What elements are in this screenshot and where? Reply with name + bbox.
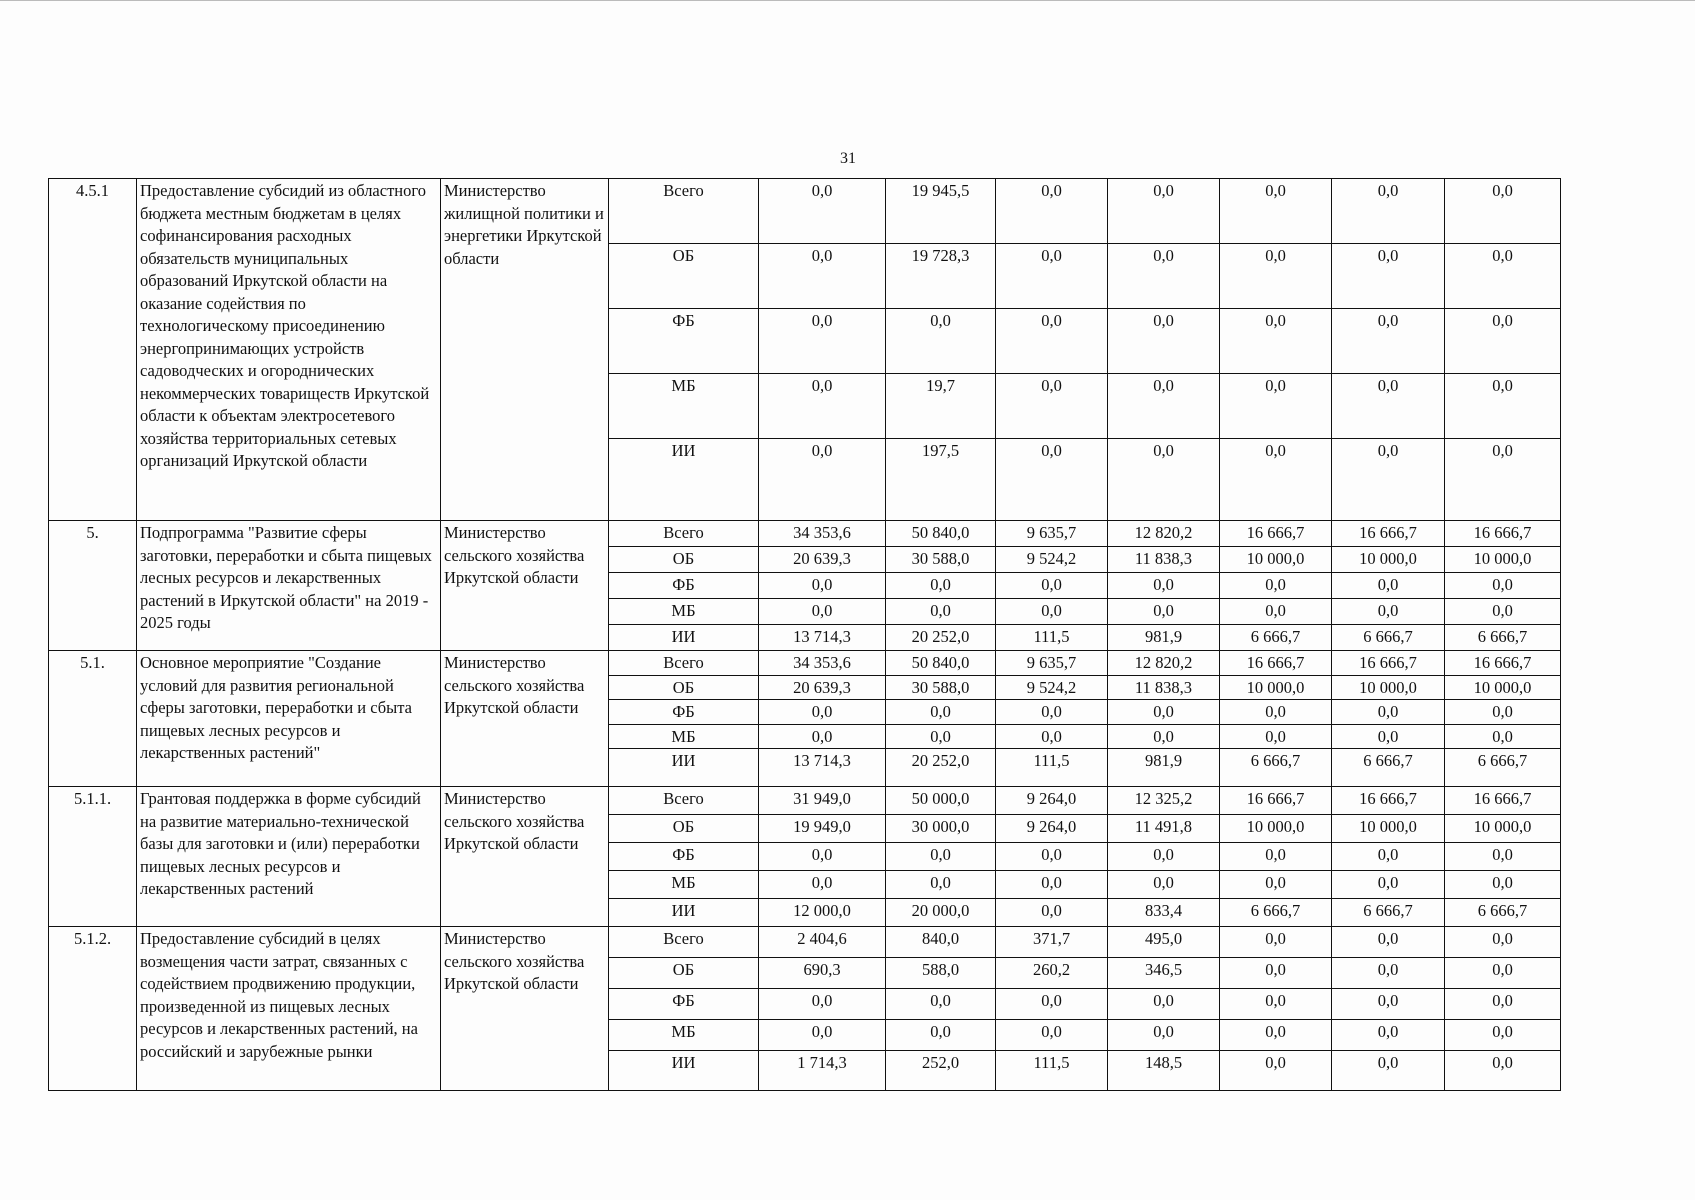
amount-cell: 0,0 xyxy=(1332,439,1445,521)
funding-source: ОБ xyxy=(609,958,759,989)
funding-source: ОБ xyxy=(609,244,759,309)
amount-cell: 19 945,5 xyxy=(886,179,996,244)
amount-cell: 0,0 xyxy=(1332,573,1445,599)
amount-cell: 0,0 xyxy=(1220,309,1332,374)
amount-cell: 0,0 xyxy=(1332,958,1445,989)
amount-cell: 6 666,7 xyxy=(1445,899,1561,927)
amount-cell: 9 264,0 xyxy=(996,815,1108,843)
amount-cell: 10 000,0 xyxy=(1220,547,1332,573)
amount-cell: 0,0 xyxy=(886,843,996,871)
amount-cell: 0,0 xyxy=(1108,871,1220,899)
funding-source: ИИ xyxy=(609,1051,759,1091)
amount-cell: 0,0 xyxy=(996,244,1108,309)
amount-cell: 0,0 xyxy=(996,871,1108,899)
amount-cell: 10 000,0 xyxy=(1220,675,1332,700)
amount-cell: 0,0 xyxy=(996,179,1108,244)
amount-cell: 197,5 xyxy=(886,439,996,521)
amount-cell: 16 666,7 xyxy=(1445,787,1561,815)
amount-cell: 30 588,0 xyxy=(886,547,996,573)
amount-cell: 0,0 xyxy=(1332,599,1445,625)
amount-cell: 0,0 xyxy=(1220,1051,1332,1091)
amount-cell: 0,0 xyxy=(1220,958,1332,989)
amount-cell: 10 000,0 xyxy=(1332,547,1445,573)
amount-cell: 6 666,7 xyxy=(1445,749,1561,787)
amount-cell: 0,0 xyxy=(1332,374,1445,439)
amount-cell: 0,0 xyxy=(1332,700,1445,725)
amount-cell: 10 000,0 xyxy=(1445,675,1561,700)
amount-cell: 0,0 xyxy=(1445,244,1561,309)
item-executor: Министерство сельского хозяйства Иркутской области xyxy=(441,521,609,651)
amount-cell: 260,2 xyxy=(996,958,1108,989)
amount-cell: 19,7 xyxy=(886,374,996,439)
amount-cell: 0,0 xyxy=(1108,573,1220,599)
amount-cell: 588,0 xyxy=(886,958,996,989)
budget-table xyxy=(48,178,1561,1091)
item-name: Основное мероприятие "Создание условий для развития региональной сферы заготовки, переработки и сбыта пищевых лесных ресурсов и лекарственных растений" xyxy=(137,651,441,787)
amount-cell: 6 666,7 xyxy=(1445,625,1561,651)
amount-cell: 148,5 xyxy=(1108,1051,1220,1091)
amount-cell: 0,0 xyxy=(886,724,996,749)
funding-source: ИИ xyxy=(609,625,759,651)
amount-cell: 20 252,0 xyxy=(886,625,996,651)
amount-cell: 0,0 xyxy=(1445,958,1561,989)
amount-cell: 20 252,0 xyxy=(886,749,996,787)
amount-cell: 0,0 xyxy=(1445,700,1561,725)
amount-cell: 0,0 xyxy=(759,573,886,599)
amount-cell: 111,5 xyxy=(996,1051,1108,1091)
amount-cell: 0,0 xyxy=(1445,179,1561,244)
amount-cell: 12 000,0 xyxy=(759,899,886,927)
amount-cell: 833,4 xyxy=(1108,899,1220,927)
amount-cell: 50 840,0 xyxy=(886,521,996,547)
amount-cell: 0,0 xyxy=(1220,573,1332,599)
funding-source: ФБ xyxy=(609,309,759,374)
budget-table-body xyxy=(49,179,1561,1091)
amount-cell: 0,0 xyxy=(996,700,1108,725)
funding-source: Всего xyxy=(609,521,759,547)
item-code: 5.1. xyxy=(49,651,137,787)
amount-cell: 0,0 xyxy=(1108,374,1220,439)
amount-cell: 0,0 xyxy=(1108,599,1220,625)
amount-cell: 0,0 xyxy=(1220,1020,1332,1051)
amount-cell: 16 666,7 xyxy=(1220,521,1332,547)
amount-cell: 0,0 xyxy=(1445,871,1561,899)
amount-cell: 2 404,6 xyxy=(759,927,886,958)
funding-source: Всего xyxy=(609,179,759,244)
amount-cell: 20 000,0 xyxy=(886,899,996,927)
amount-cell: 0,0 xyxy=(996,1020,1108,1051)
amount-cell: 0,0 xyxy=(886,573,996,599)
amount-cell: 0,0 xyxy=(1220,843,1332,871)
amount-cell: 0,0 xyxy=(1220,871,1332,899)
amount-cell: 20 639,3 xyxy=(759,547,886,573)
amount-cell: 16 666,7 xyxy=(1445,521,1561,547)
item-name: Предоставление субсидий в целях возмещения части затрат, связанных с содействием продвижению продукции, произведенной из пищевых лесных ресурсов и лекарственных растений, на российский и зарубежные рынки xyxy=(137,927,441,1091)
funding-source: МБ xyxy=(609,599,759,625)
amount-cell: 0,0 xyxy=(1108,1020,1220,1051)
amount-cell: 0,0 xyxy=(1220,989,1332,1020)
amount-cell: 252,0 xyxy=(886,1051,996,1091)
amount-cell: 0,0 xyxy=(1108,843,1220,871)
amount-cell: 0,0 xyxy=(996,599,1108,625)
amount-cell: 16 666,7 xyxy=(1220,787,1332,815)
amount-cell: 371,7 xyxy=(996,927,1108,958)
amount-cell: 0,0 xyxy=(996,724,1108,749)
amount-cell: 0,0 xyxy=(759,871,886,899)
funding-source: МБ xyxy=(609,724,759,749)
table-row xyxy=(49,179,1561,244)
scan-top-edge xyxy=(0,0,1695,1)
amount-cell: 0,0 xyxy=(1332,927,1445,958)
amount-cell: 50 840,0 xyxy=(886,651,996,676)
amount-cell: 0,0 xyxy=(1445,927,1561,958)
funding-source: Всего xyxy=(609,651,759,676)
item-code: 5.1.2. xyxy=(49,927,137,1091)
amount-cell: 0,0 xyxy=(1220,439,1332,521)
amount-cell: 31 949,0 xyxy=(759,787,886,815)
amount-cell: 11 491,8 xyxy=(1108,815,1220,843)
amount-cell: 0,0 xyxy=(759,599,886,625)
amount-cell: 0,0 xyxy=(759,989,886,1020)
amount-cell: 6 666,7 xyxy=(1332,749,1445,787)
item-name: Подпрограмма "Развитие сферы заготовки, переработки и сбыта пищевых лесных ресурсов и лекарственных растений в Иркутской области" на 2019 - 2025 годы xyxy=(137,521,441,651)
funding-source: ИИ xyxy=(609,899,759,927)
amount-cell: 0,0 xyxy=(1220,927,1332,958)
amount-cell: 0,0 xyxy=(886,1020,996,1051)
amount-cell: 0,0 xyxy=(996,899,1108,927)
amount-cell: 0,0 xyxy=(996,374,1108,439)
item-name: Предоставление субсидий из областного бюджета местным бюджетам в целях софинансирования расходных обязательств муниципальных образований Иркутской области на оказание содействия по технологическому присоединению энергопринимающих устройств садоводческих и огороднических некоммерческих товариществ Иркутской области к объектам электросетевого хозяйства территориальных сетевых организаций Иркутской области xyxy=(137,179,441,521)
funding-source: Всего xyxy=(609,927,759,958)
amount-cell: 6 666,7 xyxy=(1332,899,1445,927)
amount-cell: 0,0 xyxy=(1108,309,1220,374)
amount-cell: 495,0 xyxy=(1108,927,1220,958)
amount-cell: 50 000,0 xyxy=(886,787,996,815)
amount-cell: 10 000,0 xyxy=(1445,547,1561,573)
amount-cell: 981,9 xyxy=(1108,625,1220,651)
amount-cell: 6 666,7 xyxy=(1220,625,1332,651)
amount-cell: 0,0 xyxy=(1220,179,1332,244)
item-executor: Министерство сельского хозяйства Иркутской области xyxy=(441,927,609,1091)
amount-cell: 0,0 xyxy=(1332,724,1445,749)
amount-cell: 0,0 xyxy=(1445,439,1561,521)
page-number: 31 xyxy=(840,150,856,167)
amount-cell: 9 635,7 xyxy=(996,651,1108,676)
amount-cell: 0,0 xyxy=(1220,700,1332,725)
amount-cell: 16 666,7 xyxy=(1332,521,1445,547)
amount-cell: 6 666,7 xyxy=(1332,625,1445,651)
amount-cell: 9 635,7 xyxy=(996,521,1108,547)
amount-cell: 11 838,3 xyxy=(1108,547,1220,573)
amount-cell: 0,0 xyxy=(886,989,996,1020)
amount-cell: 0,0 xyxy=(1332,244,1445,309)
amount-cell: 0,0 xyxy=(1445,374,1561,439)
amount-cell: 0,0 xyxy=(1108,179,1220,244)
amount-cell: 0,0 xyxy=(1108,724,1220,749)
amount-cell: 6 666,7 xyxy=(1220,749,1332,787)
table-row xyxy=(49,651,1561,676)
amount-cell: 19 728,3 xyxy=(886,244,996,309)
amount-cell: 12 820,2 xyxy=(1108,651,1220,676)
amount-cell: 346,5 xyxy=(1108,958,1220,989)
amount-cell: 20 639,3 xyxy=(759,675,886,700)
amount-cell: 0,0 xyxy=(759,1020,886,1051)
amount-cell: 111,5 xyxy=(996,625,1108,651)
amount-cell: 16 666,7 xyxy=(1332,651,1445,676)
amount-cell: 0,0 xyxy=(1332,1051,1445,1091)
amount-cell: 0,0 xyxy=(1445,989,1561,1020)
amount-cell: 0,0 xyxy=(886,309,996,374)
amount-cell: 0,0 xyxy=(1220,374,1332,439)
amount-cell: 0,0 xyxy=(1445,1051,1561,1091)
funding-source: ФБ xyxy=(609,700,759,725)
amount-cell: 10 000,0 xyxy=(1332,675,1445,700)
item-code: 5.1.1. xyxy=(49,787,137,927)
table-row xyxy=(49,787,1561,815)
amount-cell: 0,0 xyxy=(1445,309,1561,374)
amount-cell: 10 000,0 xyxy=(1220,815,1332,843)
amount-cell: 16 666,7 xyxy=(1445,651,1561,676)
amount-cell: 13 714,3 xyxy=(759,749,886,787)
amount-cell: 0,0 xyxy=(996,843,1108,871)
amount-cell: 0,0 xyxy=(996,309,1108,374)
table-row xyxy=(49,521,1561,547)
funding-source: МБ xyxy=(609,871,759,899)
amount-cell: 0,0 xyxy=(996,989,1108,1020)
amount-cell: 12 325,2 xyxy=(1108,787,1220,815)
amount-cell: 10 000,0 xyxy=(1445,815,1561,843)
amount-cell: 111,5 xyxy=(996,749,1108,787)
amount-cell: 16 666,7 xyxy=(1332,787,1445,815)
amount-cell: 1 714,3 xyxy=(759,1051,886,1091)
amount-cell: 9 524,2 xyxy=(996,547,1108,573)
amount-cell: 9 524,2 xyxy=(996,675,1108,700)
amount-cell: 0,0 xyxy=(1220,724,1332,749)
amount-cell: 34 353,6 xyxy=(759,651,886,676)
funding-source: ОБ xyxy=(609,547,759,573)
funding-source: Всего xyxy=(609,787,759,815)
amount-cell: 16 666,7 xyxy=(1220,651,1332,676)
amount-cell: 9 264,0 xyxy=(996,787,1108,815)
amount-cell: 0,0 xyxy=(1332,871,1445,899)
amount-cell: 0,0 xyxy=(886,700,996,725)
amount-cell: 0,0 xyxy=(1332,309,1445,374)
funding-source: ОБ xyxy=(609,675,759,700)
item-executor: Министерство сельского хозяйства Иркутской области xyxy=(441,651,609,787)
amount-cell: 0,0 xyxy=(1220,599,1332,625)
funding-source: МБ xyxy=(609,1020,759,1051)
amount-cell: 0,0 xyxy=(759,700,886,725)
amount-cell: 981,9 xyxy=(1108,749,1220,787)
amount-cell: 0,0 xyxy=(1332,1020,1445,1051)
amount-cell: 30 000,0 xyxy=(886,815,996,843)
item-executor: Министерство жилищной политики и энергетики Иркутской области xyxy=(441,179,609,521)
amount-cell: 0,0 xyxy=(759,374,886,439)
amount-cell: 0,0 xyxy=(886,871,996,899)
amount-cell: 0,0 xyxy=(996,573,1108,599)
amount-cell: 0,0 xyxy=(759,843,886,871)
funding-source: ИИ xyxy=(609,439,759,521)
amount-cell: 0,0 xyxy=(1108,700,1220,725)
amount-cell: 6 666,7 xyxy=(1220,899,1332,927)
amount-cell: 0,0 xyxy=(996,439,1108,521)
amount-cell: 0,0 xyxy=(1445,843,1561,871)
amount-cell: 19 949,0 xyxy=(759,815,886,843)
table-row xyxy=(49,927,1561,958)
amount-cell: 0,0 xyxy=(1108,989,1220,1020)
item-name: Грантовая поддержка в форме субсидий на развитие материально-технической базы для заготовки и (или) переработки пищевых лесных ресурсов и лекарственных растений xyxy=(137,787,441,927)
item-code: 4.5.1 xyxy=(49,179,137,521)
amount-cell: 12 820,2 xyxy=(1108,521,1220,547)
amount-cell: 0,0 xyxy=(759,179,886,244)
amount-cell: 0,0 xyxy=(1332,989,1445,1020)
amount-cell: 0,0 xyxy=(1445,573,1561,599)
amount-cell: 0,0 xyxy=(1445,724,1561,749)
amount-cell: 13 714,3 xyxy=(759,625,886,651)
amount-cell: 0,0 xyxy=(1445,599,1561,625)
funding-source: МБ xyxy=(609,374,759,439)
amount-cell: 0,0 xyxy=(759,724,886,749)
amount-cell: 0,0 xyxy=(1108,244,1220,309)
amount-cell: 34 353,6 xyxy=(759,521,886,547)
funding-source: ОБ xyxy=(609,815,759,843)
funding-source: ФБ xyxy=(609,573,759,599)
item-code: 5. xyxy=(49,521,137,651)
amount-cell: 0,0 xyxy=(1445,1020,1561,1051)
amount-cell: 840,0 xyxy=(886,927,996,958)
funding-source: ИИ xyxy=(609,749,759,787)
amount-cell: 0,0 xyxy=(1332,843,1445,871)
amount-cell: 0,0 xyxy=(759,439,886,521)
amount-cell: 0,0 xyxy=(759,309,886,374)
amount-cell: 0,0 xyxy=(759,244,886,309)
amount-cell: 690,3 xyxy=(759,958,886,989)
amount-cell: 0,0 xyxy=(1108,439,1220,521)
amount-cell: 30 588,0 xyxy=(886,675,996,700)
funding-source: ФБ xyxy=(609,843,759,871)
funding-source: ФБ xyxy=(609,989,759,1020)
amount-cell: 0,0 xyxy=(886,599,996,625)
amount-cell: 0,0 xyxy=(1332,179,1445,244)
amount-cell: 11 838,3 xyxy=(1108,675,1220,700)
amount-cell: 10 000,0 xyxy=(1332,815,1445,843)
amount-cell: 0,0 xyxy=(1220,244,1332,309)
item-executor: Министерство сельского хозяйства Иркутской области xyxy=(441,787,609,927)
